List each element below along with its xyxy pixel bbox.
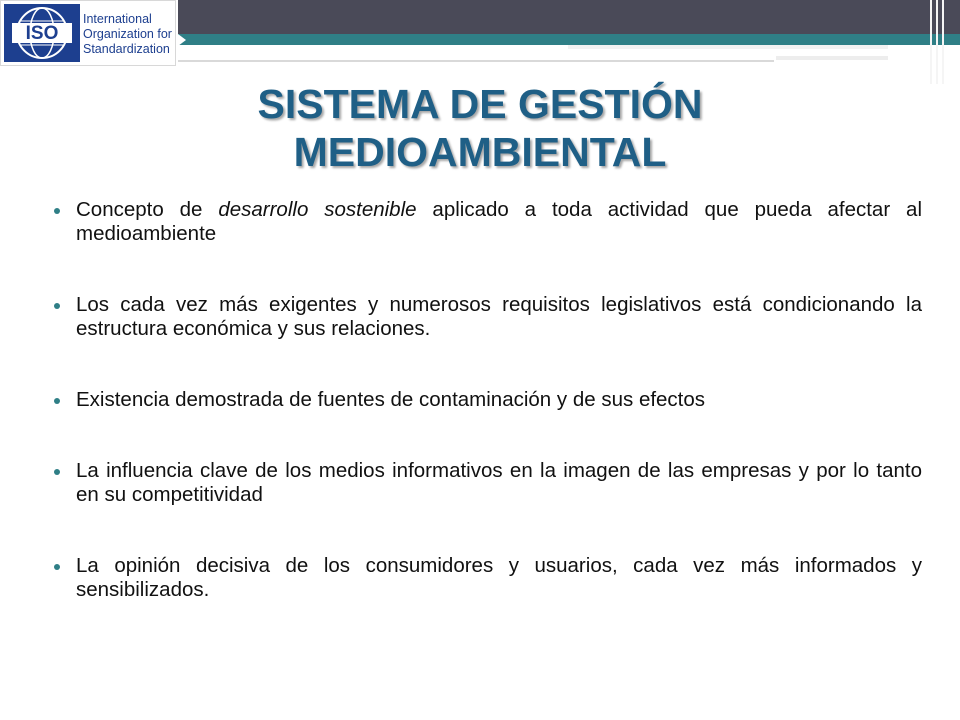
bullet-item [52, 388, 922, 412]
logo-wordmark [83, 12, 172, 57]
bullet-text: Concepto de [76, 198, 219, 221]
logo-line: Standardization [83, 42, 170, 56]
header-rule [178, 60, 774, 62]
bullet-text: La opinión decisiva de los consumidores y usuarios, cada vez más informados y sensibilizados. [76, 554, 922, 601]
bullet-text: aplicado a toda actividad que pueda afectar al medioambiente [76, 198, 922, 245]
bullet-emphasis: desarrollo sostenible [218, 198, 417, 221]
bullet-item [52, 459, 922, 507]
iso-logo [0, 0, 176, 66]
bullet-item [52, 293, 922, 341]
iso-badge-text: ISO [25, 23, 59, 44]
title-line-1: SISTEMA DE GESTIÓN [257, 81, 703, 127]
bullet-text: Los cada vez más exigentes y numerosos requisitos legislativos está condicionando la estructura económica y sus relaciones. [76, 293, 922, 340]
bullet-text: La influencia clave de los medios informativos en la imagen de las empresas y por lo tanto en su competitividad [76, 459, 922, 506]
iso-globe-icon [4, 4, 80, 62]
header-accent-line [776, 56, 888, 60]
logo-line: Organization for [83, 27, 172, 41]
bullet-list [52, 198, 922, 649]
header-band-dark [178, 0, 960, 34]
edge-stripes [928, 0, 948, 84]
bullet-item [52, 554, 922, 602]
header-accent-line [568, 45, 888, 49]
bullet-item [52, 198, 922, 246]
slide-title [120, 80, 840, 176]
header-arrow-shape [178, 34, 186, 46]
title-line-2: MEDIOAMBIENTAL [293, 129, 667, 175]
header-band-teal [178, 34, 960, 45]
logo-line: International [83, 12, 152, 26]
bullet-text: Existencia demostrada de fuentes de contaminación y de sus efectos [76, 388, 706, 411]
